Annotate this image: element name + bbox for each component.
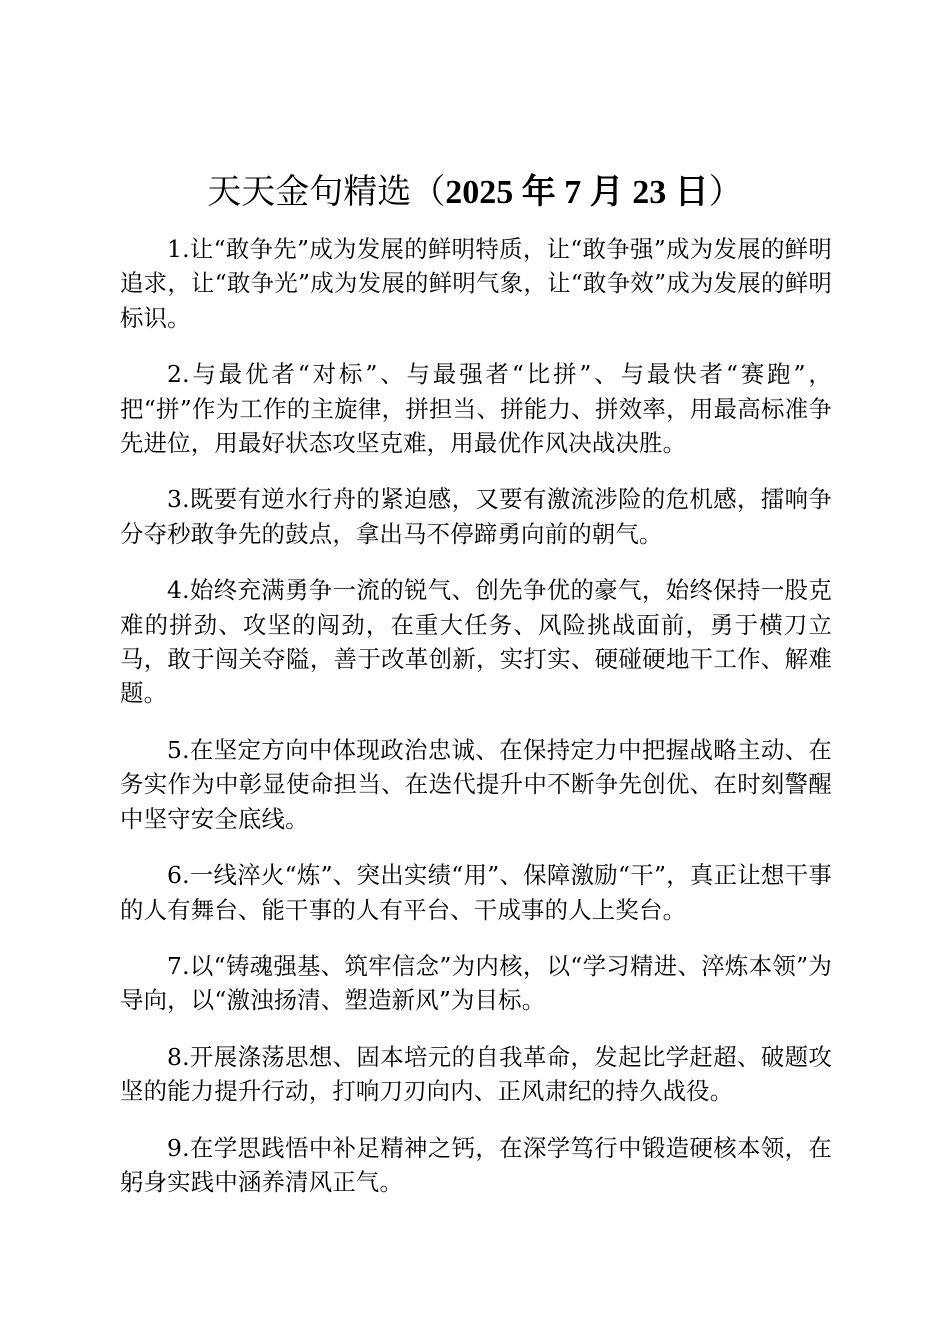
title-date: 2025 年 7 月 23 日 (445, 174, 709, 211)
quote-item-8: 8.开展涤荡思想、固本培元的自我革命，发起比学赶超、破题攻坚的能力提升行动，打响刀刃向内、正风肃纪的持久战役。 (120, 1042, 832, 1106)
quote-list (120, 232, 832, 1221)
quote-item-1: 1.让“敢争先”成为发展的鲜明特质，让“敢争强”成为发展的鲜明追求，让“敢争光”成为发展的鲜明气象，让“敢争效”成为发展的鲜明标识。 (120, 235, 832, 332)
quote-item-5: 5.在坚定方向中体现政治忠诚、在保持定力中把握战略主动、在务实作为中彰显使命担当、在迭代提升中不断争先创优、在时刻警醒中坚守安全底线。 (120, 735, 832, 833)
document-title (0, 168, 950, 217)
quote-item-2: 2.与最优者“对标”、与最强者“比拼”、与最快者“赛跑”，把“拼”作为工作的主旋律，拼担当、拼能力、拼效率，用最高标准争先进位，用最好状态攻坚克难，用最优作风决战决胜。 (120, 360, 832, 458)
title-prefix: 天天金句精选（ (207, 172, 446, 212)
quote-item-7: 7.以“铸魂强基、筑牢信念”为内核，以“学习精进、淬炼本领”为导向，以“激浊扬清、塑造新风”为目标。 (120, 951, 832, 1015)
quote-item-4: 4.始终充满勇争一流的锐气、创先争优的豪气，始终保持一股克难的拼劲、攻坚的闯劲，在重大任务、风险挑战面前，勇于横刀立马，敢于闯关夺隘，善于改革创新，实打实、硬碰硬地干工作、解难题。 (120, 576, 832, 708)
title-suffix: ） (708, 172, 743, 212)
quote-item-9: 9.在学思践悟中补足精神之钙，在深学笃行中锻造硬核本领，在躬身实践中涵养清风正气。 (120, 1133, 832, 1196)
quote-item-6: 6.一线淬火“炼”、突出实绩“用”、保障激励“干”，真正让想干事的人有舞台、能干事的人有平台、干成事的人上奖台。 (120, 861, 832, 924)
quote-item-3: 3.既要有逆水行舟的紧迫感，又要有激流涉险的危机感，擂响争分夺秒敢争先的鼓点，拿出马不停蹄勇向前的朝气。 (120, 485, 832, 548)
